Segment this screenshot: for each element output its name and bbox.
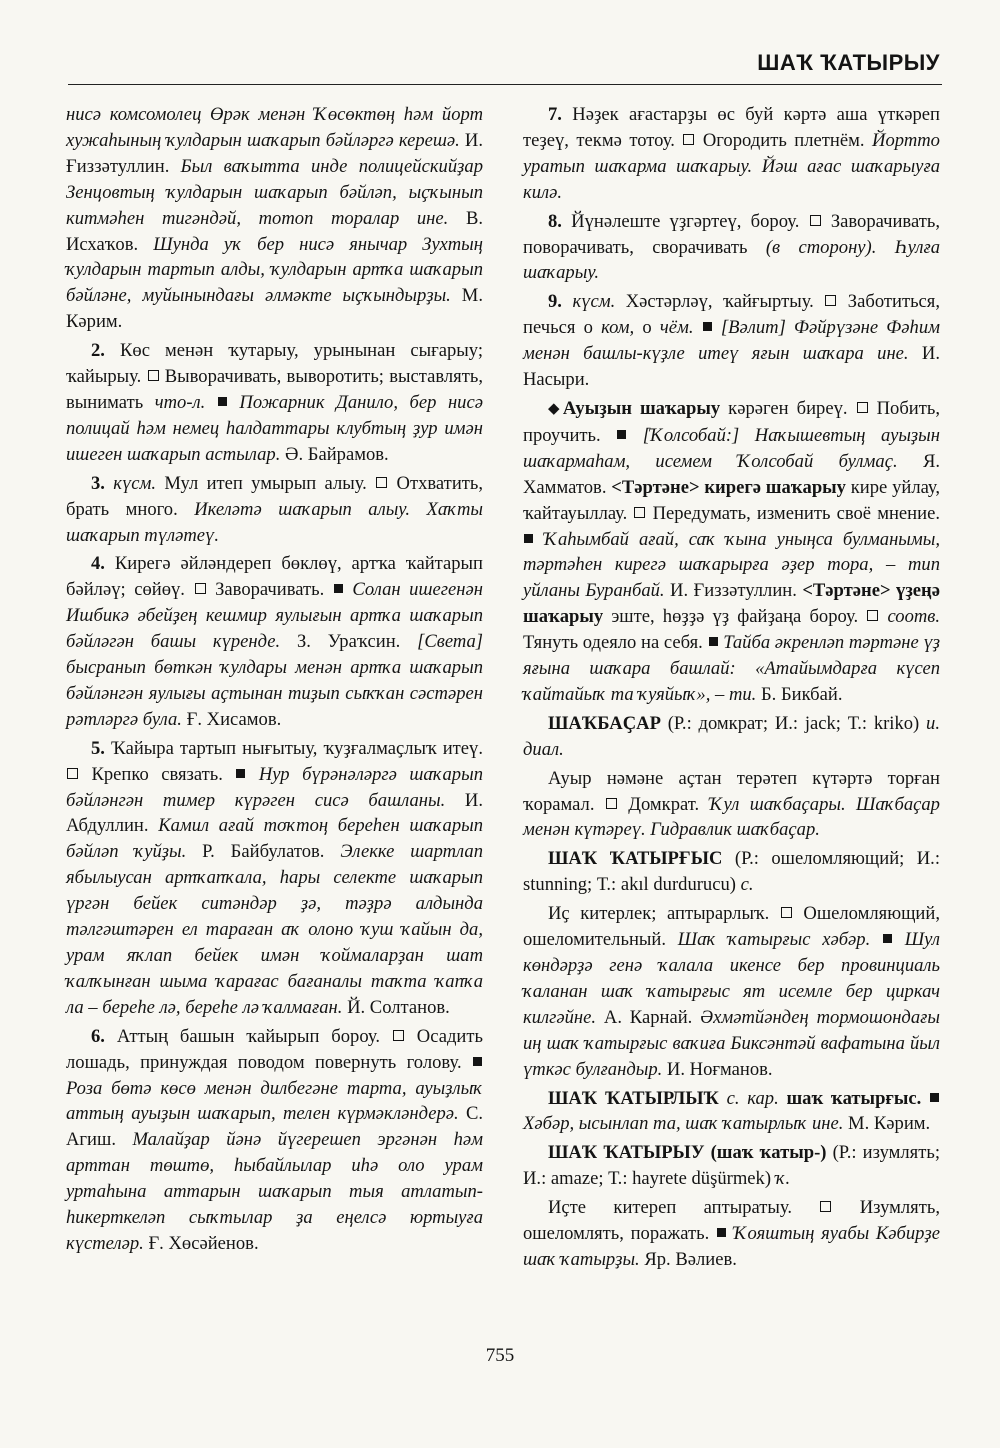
entry-shak-katyryu-head: ШАҠ ҠАТЫРЫУ (шаҡ ҡатыр-) (Р.: изумлять; И.: amaze; Т.: hayrete düşürmek) ҡ. bbox=[523, 1142, 940, 1190]
russian-gloss-marker-icon bbox=[820, 1201, 831, 1212]
russian-gloss-marker-icon bbox=[606, 798, 617, 809]
russian-gloss-marker-icon bbox=[148, 370, 159, 381]
russian-gloss-marker-icon bbox=[810, 215, 821, 226]
example-marker-icon bbox=[617, 430, 626, 439]
russian-gloss-marker-icon bbox=[376, 477, 387, 488]
right-para-9: 9. күсм. Хәстәрләү, ҡайғыртыу. Заботиться, печься о ком, о чём. [Вәлит] Фәйрүзәне Фәһим менән башлы-күҙле итеү яғын шаҡара ине. И. Насыри. bbox=[523, 291, 941, 391]
example-marker-icon bbox=[334, 584, 343, 593]
right-column bbox=[523, 102, 940, 1276]
example-marker-icon bbox=[709, 637, 718, 646]
entry-shakbasar-body: Ауыр нәмәне аҫтан терәтеп күтәртә торған ҡорамал. Домкрат. Ҡул шаҡбаҫары. Шаҡбаҫар менән күтәреү. Гидравлик шаҡбаҫар. bbox=[523, 767, 940, 841]
page-number: 755 bbox=[485, 1345, 515, 1366]
example-marker-icon bbox=[473, 1057, 482, 1066]
left-para-3: 3. күсм. Мул итеп умырып алыу. Отхватить, брать много. Икеләтә шаҡарып алыу. Хаҡты шаҡарып түләтеү. bbox=[66, 472, 484, 546]
example-marker-icon bbox=[236, 769, 245, 778]
entry-shakbasar-head: ШАҠБАҪАР (Р.: домкрат; И.: jack; Т.: kriko) и. диал. bbox=[523, 712, 940, 760]
right-para-7: 7. Нәҙек ағастарҙы өс буй кәртә аша үткәреп теҙеү, текмә тотоу. Огородить плетнём. Йортто уратып шаҡарма шаҡарыу. Йәш ағас шаҡарыуға килә. bbox=[523, 104, 941, 203]
russian-gloss-marker-icon bbox=[781, 907, 792, 918]
left-para-4: 4. Кирегә әйләндереп бөклөү, артҡа ҡайтарып бәйләү; сөйөү. Заворачивать. Солан ишегенән Ишбикә әбейҙең кешмир яулығын артҡа шаҡарып бәйләгән башы күренде. З. Ураҡсин. [Света] бысранып бөткән ҡулдары менән артҡа шаҡарып бәйләнгән яулығы аҫтынан тиҙып сыҡҡан сәстәрен рәтләргә була. Ғ. Хисамов. bbox=[66, 553, 484, 730]
entry-shak-katyrgys-body: Иҫ китерлек; аптырарлыҡ. Ошеломляющий, ошеломительный. Шаҡ ҡатырғыс хәбәр. Шул көндәрҙә генә ҡалала икенсе бер провинциаль ҡаланан шаҡ ҡатырғыс ят исемле бер циркач килгәйне. А. Карнай. Әхмәтйәндең тормошондағы иң шаҡ ҡатырғыс ваҡиға Биксәнтәй вафатына йыл үткәс булғандыр. И. Ноғманов. bbox=[523, 903, 940, 1080]
example-marker-icon bbox=[218, 397, 227, 406]
example-marker-icon bbox=[703, 322, 712, 331]
right-para-8: 8. Йүнәлеште үҙгәртеү, бороу. Заворачивать, поворачивать, сворачивать (в сторону). Һулға шаҡарыу. bbox=[523, 210, 940, 284]
entry-shak-katyrgys-head: ШАҠ ҠАТЫРҒЫС (Р.: ошеломляющий; И.: stunning; Т.: akıl durdurucu) с. bbox=[523, 848, 940, 896]
left-para-6: 6. Аттың башын ҡайырып бороу. Осадить лошадь, принуждая поводом повернуть голову. Роза бөтә көсө менән дилбегәне тарта, ауыҙлыҡ аттың ауыҙын шаҡарып, телен күрмәкләндерә. С. Агиш. Малайҙар йәнә йүгерешеп эргәнән һәм арттан төштө, һыбайлылар иһә оло урам уртаһына аттарын шаҡарып тыя атлатып-һикерткеләп сыҡтылар ҙа еңелсә юртыуға күстеләр. Ғ. Хөсәйенов. bbox=[66, 1025, 483, 1254]
russian-gloss-marker-icon bbox=[683, 134, 694, 145]
russian-gloss-marker-icon bbox=[393, 1030, 404, 1041]
entry-shak-katyryu-body: Иҫте китереп аптыратыу. Изумлять, ошеломлять, поражать. Ҡояштың яуабы Кәбирҙе шаҡ ҡатырҙы. Яр. Вәлиев. bbox=[523, 1197, 940, 1270]
example-marker-icon bbox=[883, 934, 892, 943]
entry-shak-katyrlyk: ШАҠ ҠАТЫРЛЫҠ с. кар. шаҡ ҡатырғыс. Хәбәр, ысынлап та, шаҡ ҡатырлыҡ ине. М. Кәрим. bbox=[523, 1086, 940, 1138]
example-marker-icon bbox=[717, 1228, 726, 1237]
running-header bbox=[68, 44, 942, 85]
russian-gloss-marker-icon bbox=[825, 295, 836, 306]
example-marker-icon bbox=[930, 1093, 939, 1102]
left-para-5: 5. Ҡайыра тартып нығытыу, ҡуҙғалмаҫлыҡ итеү. Крепко связать. Нур бүрәнәләргә шаҡарып бәйләнгән тимер күрәген сисә башланы. И. Абдуллин. Камил ағай тоҡтоң береһен шаҡарып бәйләп ҡуйҙы. Р. Байбулатов. Элекке шартлап ябылыусан артҡапҡала, һары селекте шаҡарып үргән бейек ситәндәр ҙә, тәҙрә алдында тәлгәштәрен ел тараған аҡ олоно ҡуш ҡайын да, урам яҡлап бейек имән ҡоймаларҙан шат ҡалҡынған шыма ҡарағас бағаналы таҡта ҡапҡа ла – береһе лә, береһе лә ҡалмаған. Й. Солтанов. bbox=[66, 737, 484, 1018]
right-para-idioms: ◆Ауыҙын шаҡарыу кәрәген биреү. Побить, проучить. [Ҡолсобай:] Наҡышевтың ауыҙын шаҡармаһам, исемем Ҡолсобай булмаҫ. Я. Хамматов. <Тәртәне> кирегә шаҡарыу кире уйлау, ҡайтауыллау. Передумать, изменить своё мнение. Ҡаһымбай ағай, саҡ ҡына уныңса булманымы, тәртәһен кирегә шаҡарырға әҙер тора, – тип уйланы Буранбай. И. Ғиззәтуллин. <Тәртәне> үҙеңә шаҡарыу эште, һөҙҙә үҙ файҙаңа бороу. соотв. Тянуть одеяло на себя. Тайба әкренләп тәртәне үҙ яғына шаҡара башлай: «Атайымдарға күсеп ҡайтайыҡ та ҡуяйыҡ», – ти. Б. Бикбай. bbox=[523, 397, 941, 705]
russian-gloss-marker-icon bbox=[857, 402, 868, 413]
left-para-1: нисә комсомолец Өрәк менән Ҡөсөктөң һәм йорт хужаһының ҡулдарын шаҡарып бәйләргә керешә. И. Ғиззәтуллин. Был ваҡытта инде полицейскийҙар Зенцовтың ҡулдарын шаҡарып бәйләп, ыҫҡынып китмәһен тигәндәй, тотоп торалар ине. В. Исхаҡов. Шунда уҡ бер нисә янычар Зухтың ҡулдарын тартып алды, ҡулдарын артҡа шаҡарып бәйләне, муйынындағы әлмәкте ыҫҡындырҙы. М. Кәрим. bbox=[66, 104, 484, 333]
russian-gloss-marker-icon bbox=[67, 768, 78, 779]
example-marker-icon bbox=[524, 534, 533, 543]
left-para-2: 2. Көс менән ҡутарыу, урынынан сығарыу; ҡайырыу. Выворачивать, выворотить; выставлять, вынимать что-л. Пожарник Данило, бер нисә полицай һәм немец һалдаттары клубтың ҙур имән ишеген шаҡарып астылар. Ә. Байрамов. bbox=[66, 340, 484, 465]
russian-gloss-marker-icon bbox=[867, 610, 878, 621]
russian-gloss-marker-icon bbox=[195, 583, 206, 594]
idiom-diamond-icon: ◆ bbox=[548, 400, 563, 417]
left-column bbox=[66, 102, 483, 1260]
running-title: ШАҠ ҠАТЫРЫУ bbox=[757, 50, 940, 75]
russian-gloss-marker-icon bbox=[634, 507, 645, 518]
